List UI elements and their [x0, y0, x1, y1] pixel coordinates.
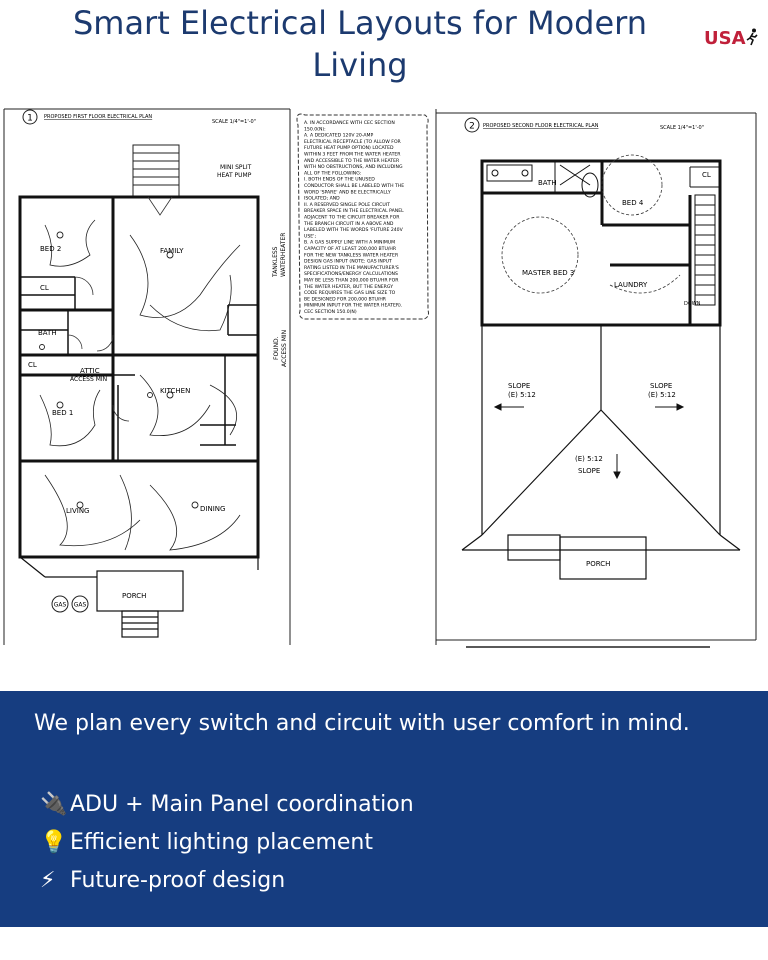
note-line: BE DESIGNED FOR 200,000 BTU/HR	[304, 297, 387, 303]
room-label-closet-2: CL	[28, 361, 37, 369]
room-label-bed-1: BED 1	[52, 409, 74, 417]
water-heater-label: WATERHEATER	[280, 232, 287, 277]
note-line: ISOLATED; AND	[304, 196, 340, 202]
note-line: II. A RESERVED SINGLE POLE CIRCUIT	[304, 202, 390, 208]
slope-left-value: (E) 5:12	[508, 391, 536, 399]
note-line: WORD 'SPARE' AND BE ELECTRICALLY	[304, 190, 391, 196]
feature-text: ADU + Main Panel coordination	[70, 792, 414, 817]
room-label-master-bed-3: MASTER BED 3	[522, 269, 575, 277]
page-title-line-1: Smart Electrical Layouts for Modern	[72, 4, 648, 42]
feature-list	[40, 786, 414, 900]
feature-item	[40, 862, 414, 900]
plan-1-scale: SCALE 1/4"=1'-0"	[212, 119, 256, 125]
lightning-icon: ⚡	[40, 868, 56, 893]
note-line: MINIMUM INPUT FOR THE WATER HEATER).	[304, 303, 403, 309]
note-line: THE BRANCH CIRCUIT IN A ABOVE AND	[304, 221, 394, 227]
electrical-plans-drawing	[0, 105, 768, 650]
note-line: USE';	[304, 234, 316, 240]
stair-down-label: DOWN	[684, 301, 701, 307]
feature-text: Future-proof design	[70, 868, 286, 893]
note-line: CAPACITY OF AT LEAST 200,000 BTU/HR	[304, 247, 397, 252]
room-label-attic: ATTIC	[80, 367, 100, 375]
note-line: RATING LISTED IN THE MANUFACTURER'S	[304, 265, 399, 271]
first-floor-plan	[20, 110, 288, 637]
slope-right-value: (E) 5:12	[648, 391, 676, 399]
note-line: 150.0(N):	[304, 127, 326, 133]
page-title-line-2: Living	[312, 46, 408, 84]
slope-bottom-value: (E) 5:12	[575, 455, 603, 463]
front-stairs-top	[133, 145, 179, 197]
note-line: FUTURE HEAT PUMP OPTION) LOCATED	[304, 146, 394, 152]
mini-split-label: MINI SPLIT	[220, 164, 252, 171]
slope-left-word: SLOPE	[508, 382, 531, 390]
note-line: I. BOTH ENDS OF THE UNUSED	[304, 177, 375, 183]
note-line: ALL OF THE FOLLOWING:	[304, 171, 362, 177]
second-floor-plan	[462, 118, 740, 579]
notes-cloud	[297, 114, 429, 319]
access-min-label: ACCESS MIN	[281, 329, 288, 367]
page-title	[40, 2, 680, 86]
slope-right-word: SLOPE	[650, 382, 673, 390]
room-label-closet-1: CL	[40, 284, 49, 292]
heat-pump-label: HEAT PUMP	[217, 172, 252, 179]
note-line: CODE REQUIRES THE GAS LINE SIZE TO	[304, 291, 396, 297]
note-line: B. A GAS SUPPLY LINE WITH A MINIMUM	[304, 240, 396, 246]
brand-logo	[704, 28, 758, 49]
foundation-label: FOUND.	[273, 336, 280, 360]
note-line: THE WATER HEATER, BUT THE ENERGY	[304, 284, 393, 290]
note-line: CEC SECTION 150.0(N)	[304, 310, 357, 315]
plug-icon: 🔌	[40, 792, 68, 817]
gas-meter-1-label: GAS	[53, 601, 67, 609]
note-line: FOR THE NEW TANKLESS WATER HEATER	[304, 253, 399, 259]
room-label-kitchen: KITCHEN	[160, 387, 191, 395]
brand-logo-text: USA	[704, 28, 746, 49]
plan-2-scale: SCALE 1/4"=1'-0"	[660, 125, 704, 131]
room-label-bath: BATH	[38, 329, 57, 337]
plan-1-number: 1	[27, 113, 33, 124]
room-label-bath-2: BATH	[538, 179, 557, 187]
room-label-laundry: LAUNDRY	[614, 281, 648, 289]
room-label-bed-2: BED 2	[40, 245, 62, 253]
feature-text: Efficient lighting placement	[70, 830, 373, 855]
note-line: LABELED WITH THE WORDS 'FUTURE 240V	[304, 228, 403, 234]
note-line: ELECTRICAL RECEPTACLE (TO ALLOW FOR	[304, 139, 401, 145]
gas-meter-2-label: GAS	[73, 601, 87, 609]
runner-logo-icon	[746, 28, 758, 46]
plan-1-title: PROPOSED FIRST FLOOR ELECTRICAL PLAN	[44, 114, 153, 120]
note-line: SPECIFICATIONS/ENERGY CALCULATIONS	[304, 272, 398, 278]
feature-item	[40, 786, 414, 824]
notes-text	[303, 120, 404, 315]
note-line: A. IN ACCORDANCE WITH CEC SECTION	[304, 121, 395, 126]
room-label-access: ACCESS MIN	[70, 376, 108, 383]
note-line: A. A DEDICATED 120V 20-AMP	[304, 133, 374, 139]
room-label-closet-upper: CL	[702, 171, 711, 179]
room-label-porch: PORCH	[122, 592, 147, 600]
note-line: ADJACENT TO THE CIRCUIT BREAKER FOR	[304, 215, 400, 221]
note-line: WITH NO OBSTRUCTIONS, AND INCLUDING	[304, 165, 403, 171]
feature-item	[40, 824, 414, 862]
roof-outline	[462, 325, 740, 579]
room-label-family: FAMILY	[160, 247, 184, 255]
note-line: BREAKER SPACE IN THE ELECTRICAL PANEL	[304, 209, 404, 215]
note-line: DESIGN GAS INPUT (NOTE: GAS INPUT	[304, 259, 392, 265]
note-line: CONDUCTOR SHALL BE LABELED WITH THE	[304, 184, 405, 189]
room-label-bed-4: BED 4	[622, 199, 644, 207]
room-label-porch-2: PORCH	[586, 560, 611, 568]
light-bulb-icon: 💡	[40, 830, 68, 855]
slope-bottom-word: SLOPE	[578, 467, 601, 475]
footer-banner	[0, 691, 768, 927]
footer-lead-text: We plan every switch and circuit with user comfort in mind.	[34, 711, 690, 736]
room-label-living: LIVING	[66, 507, 90, 515]
room-label-dining: DINING	[200, 505, 226, 513]
note-line: MAY BE LESS THAN 200,000 BTU/HR FOR	[304, 278, 399, 284]
floor-plans-svg	[0, 105, 768, 650]
tankless-label: TANKLESS	[272, 246, 279, 277]
note-line: AND ACCESSIBLE TO THE WATER HEATER	[304, 158, 400, 164]
plan-2-title: PROPOSED SECOND FLOOR ELECTRICAL PLAN	[483, 123, 599, 129]
plan-2-number: 2	[469, 121, 475, 132]
note-line: WITHIN 3 FEET FROM THE WATER HEATER	[304, 152, 401, 158]
